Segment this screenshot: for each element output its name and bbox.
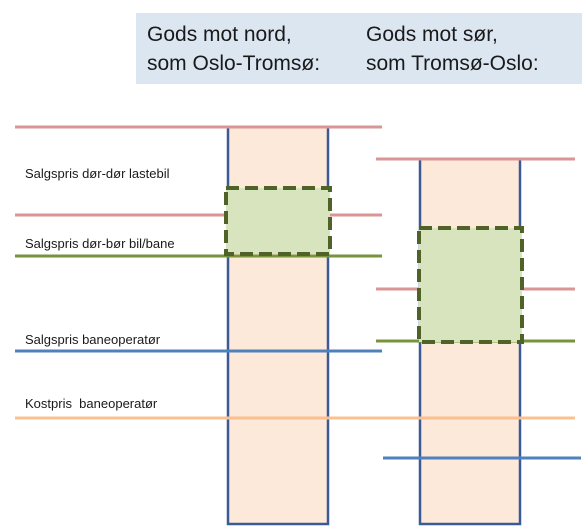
label-operator-cost: Kostpris baneoperatør — [25, 396, 158, 411]
label-rail-road-price: Salgspris dør-bør bil/bane — [25, 236, 175, 251]
south-header-line2: som Tromsø-Oslo: — [366, 52, 539, 75]
label-operator-price: Salgspris baneoperatør — [25, 332, 161, 347]
north-margin-box — [226, 188, 330, 254]
north-header-line1: Gods mot nord, — [147, 23, 292, 46]
south-margin-box — [419, 228, 522, 342]
north-header-line2: som Oslo-Tromsø: — [147, 52, 321, 75]
south-header-line1: Gods mot sør, — [366, 23, 498, 46]
label-truck-price: Salgspris dør-dør lastebil — [25, 166, 170, 181]
